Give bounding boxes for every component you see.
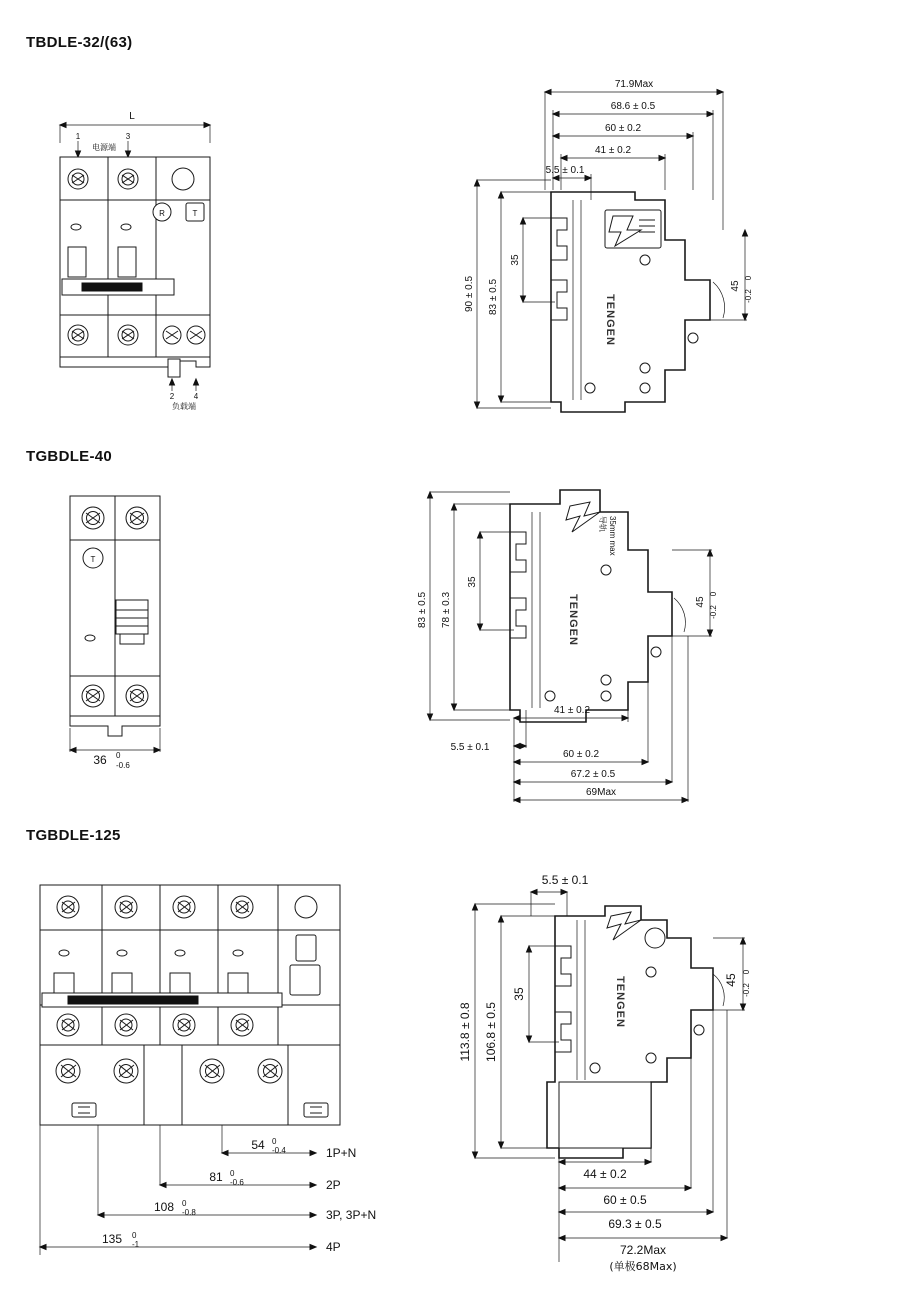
dim-45-tol-upper: 0 bbox=[744, 275, 753, 281]
terminal-number-3: 3 bbox=[125, 132, 131, 141]
dim-41: 41 ± 0.2 bbox=[594, 145, 632, 156]
dim-60: 60 ± 0.5 bbox=[603, 1193, 647, 1207]
dim-5-5: 5.5 ± 0.1 bbox=[450, 742, 490, 753]
dim-90: 90 ± 0.5 bbox=[464, 275, 475, 313]
dim-45-tol-upper: 0 bbox=[742, 969, 751, 975]
dim-69-3: 69.3 ± 0.5 bbox=[608, 1217, 662, 1231]
pole-label-1pn: 1P+N bbox=[326, 1146, 357, 1160]
dim-72-2-max: 72.2Max bbox=[619, 1243, 667, 1257]
dim-71-9-max: 71.9Max bbox=[614, 79, 654, 90]
dim-68-6: 68.6 ± 0.5 bbox=[610, 101, 656, 112]
dim-135: 135 bbox=[101, 1232, 123, 1246]
dim-45: 45 bbox=[730, 280, 741, 292]
dim-35: 35 bbox=[467, 576, 478, 588]
pole-label-3p: 3P, 3P+N bbox=[326, 1208, 377, 1222]
dim-54: 54 bbox=[251, 1138, 265, 1152]
tbdle-32-63-front-view bbox=[20, 95, 250, 411]
dim-60: 60 ± 0.2 bbox=[604, 123, 642, 134]
dim-81: 81 bbox=[209, 1170, 223, 1184]
din-rail-note: 35mm max bbox=[608, 516, 617, 556]
din-rail-note-cn: 导轨 bbox=[598, 516, 607, 532]
test-mark-T: T bbox=[192, 209, 198, 218]
dim-135-tol-lower: -1 bbox=[132, 1240, 140, 1249]
dim-108-tol-lower: -0.8 bbox=[182, 1208, 196, 1217]
dim-69-max: 69Max bbox=[585, 787, 617, 798]
dim-67-2: 67.2 ± 0.5 bbox=[570, 769, 616, 780]
dim-5-5: 5.5 ± 0.1 bbox=[545, 165, 585, 176]
dim-113-8: 113.8 ± 0.8 bbox=[458, 1002, 472, 1062]
terminal-label-source: 电源端 bbox=[92, 143, 116, 152]
dim-60: 60 ± 0.2 bbox=[562, 749, 600, 760]
dim-5-5: 5.5 ± 0.1 bbox=[541, 873, 589, 887]
brand-label: TENGEN bbox=[614, 976, 626, 1028]
dim-45-tol-lower: -0.2 bbox=[742, 983, 751, 997]
dim-41: 41 ± 0.2 bbox=[553, 705, 591, 716]
brand-label: TENGEN bbox=[604, 294, 616, 346]
dim-45: 45 bbox=[724, 973, 738, 987]
section-title-tgbdle-125: TGBDLE-125 bbox=[26, 827, 121, 844]
dim-106-8: 106.8 ± 0.5 bbox=[484, 1002, 498, 1062]
dim-45: 45 bbox=[695, 596, 706, 608]
dim-54-tol-lower: -0.4 bbox=[272, 1146, 286, 1155]
dim-45-tol-lower: -0.2 bbox=[709, 605, 718, 619]
dim-35: 35 bbox=[510, 254, 521, 266]
tgbdle-125-side-view bbox=[455, 862, 795, 1282]
dim-44: 44 ± 0.2 bbox=[583, 1167, 627, 1181]
dim-36-tol-upper: 0 bbox=[116, 751, 121, 760]
section-title-tbdle-32-63: TBDLE-32/(63) bbox=[26, 34, 133, 51]
dim-83: 83 ± 0.5 bbox=[488, 278, 499, 316]
pole-label-4p: 4P bbox=[326, 1240, 341, 1254]
section-title-tgbdle-40: TGBDLE-40 bbox=[26, 448, 113, 465]
tbdle-32-63-side-view bbox=[455, 70, 785, 430]
dim-note-single-pole: (单极68Max) bbox=[609, 1260, 677, 1273]
dim-36-tol-lower: -0.6 bbox=[116, 761, 130, 770]
dim-81-tol-upper: 0 bbox=[230, 1169, 235, 1178]
terminal-number-4: 4 bbox=[193, 392, 199, 401]
tgbdle-40-front-view bbox=[20, 478, 220, 778]
dim-45-tol-upper: 0 bbox=[709, 591, 718, 597]
dim-83: 83 ± 0.5 bbox=[417, 591, 428, 629]
test-mark-R: R bbox=[159, 209, 165, 218]
terminal-number-1: 1 bbox=[75, 132, 81, 141]
tgbdle-125-front-view bbox=[20, 875, 440, 1275]
terminal-label-load: 负载端 bbox=[172, 402, 196, 411]
tgbdle-40-side-view bbox=[410, 470, 770, 810]
dim-36: 36 bbox=[93, 753, 107, 767]
pole-label-2p: 2P bbox=[326, 1178, 341, 1192]
dim-54-tol-upper: 0 bbox=[272, 1137, 277, 1146]
dim-78: 78 ± 0.3 bbox=[441, 591, 452, 629]
dim-width-L: L bbox=[129, 111, 135, 122]
dim-81-tol-lower: -0.6 bbox=[230, 1178, 244, 1187]
test-mark-T: T bbox=[90, 555, 96, 564]
dim-135-tol-upper: 0 bbox=[132, 1231, 137, 1240]
brand-label: TENGEN bbox=[567, 594, 579, 646]
terminal-number-2: 2 bbox=[169, 392, 175, 401]
dim-108: 108 bbox=[153, 1200, 175, 1214]
dim-108-tol-upper: 0 bbox=[182, 1199, 187, 1208]
dim-45-tol-lower: -0.2 bbox=[744, 289, 753, 303]
dim-35: 35 bbox=[512, 987, 526, 1001]
